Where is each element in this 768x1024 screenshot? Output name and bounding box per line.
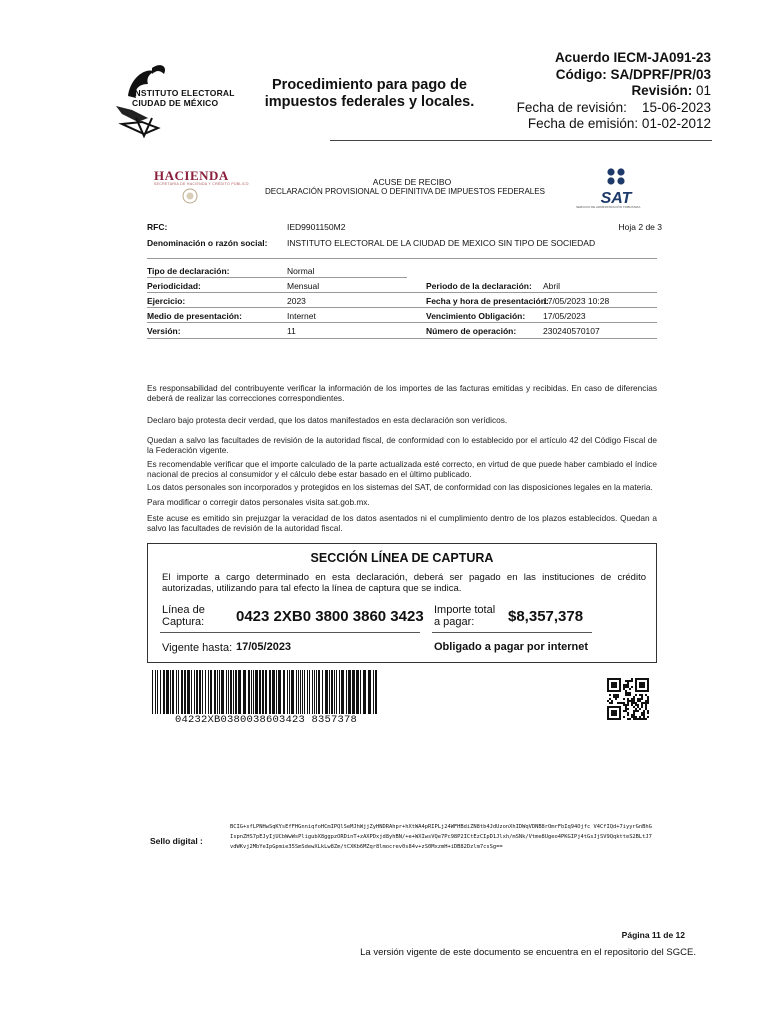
declaration-period-label: Periodo de la declaración: xyxy=(426,281,532,291)
capture-divider xyxy=(432,632,592,633)
payment-obligation: Obligado a pagar por internet xyxy=(434,641,589,653)
version-value: 11 xyxy=(287,326,296,336)
procedure-title: Procedimiento para pago de impuestos federales y locales. xyxy=(264,77,475,110)
submission-datetime-value: 17/05/2023 10:28 xyxy=(543,296,610,306)
periodicity-value: Mensual xyxy=(287,281,320,291)
agreement-number: Acuerdo IECM-JA091-23 xyxy=(554,50,711,65)
legal-paragraph: Declaro bajo protesta decir verdad, que los datos manifestados en esta declaración son verídicos. xyxy=(147,415,508,425)
legal-paragraph: Es responsabilidad del contribuyente verificar la información de los importes de las facturas emitidas y recibidas. En caso de diferencias deberá de realizar las correcciones correspondientes. xyxy=(147,383,657,403)
page-of: Hoja 2 de 3 xyxy=(618,222,662,232)
operation-number-label: Número de operación: xyxy=(426,326,517,336)
rfc-label: RFC: xyxy=(147,222,168,232)
name-label: Denominación o razón social: xyxy=(147,238,268,248)
footer-note: La versión vigente de este documento se encuentra en el repositorio del SGCE. xyxy=(360,947,696,958)
field-divider xyxy=(147,307,657,308)
field-divider xyxy=(147,292,657,293)
valid-until-value: 17/05/2023 xyxy=(236,641,292,653)
submission-medium-label: Medio de presentación: xyxy=(147,311,242,321)
periodicity-label: Periodicidad: xyxy=(147,281,201,291)
submission-datetime-label: Fecha y hora de presentación: xyxy=(426,296,549,306)
sat-wordmark: SAT xyxy=(600,190,632,207)
legal-paragraph: Es recomendable verificar que el importe calculado de la parte actualizada esté correcto, en virtud de que puede haber cambiado el índice nacional de precios al consumidor y el cálculo debe estar basado en el último publicado. xyxy=(147,459,657,479)
operation-number-value: 230240570107 xyxy=(543,326,600,336)
capture-instructions: El importe a cargo determinado en esta declaración, deberá ser pagado en las instituciones de crédito autorizadas, utilizando para tal efecto la línea de captura que se indica. xyxy=(162,572,646,594)
qr-code-icon xyxy=(607,678,649,720)
obligation-due-label: Vencimiento Obligación: xyxy=(426,311,526,321)
issue-date: Fecha de emisión: 01-02-2012 xyxy=(527,116,711,131)
valid-until-label: Vigente hasta: xyxy=(162,642,233,654)
hacienda-logo: HACIENDA xyxy=(154,168,229,183)
digital-seal-label: Sello digital : xyxy=(150,836,203,846)
digital-seal-value: BCIG+sfLPNHwSqKYsEfFHGnniqfoHCmIPQlSeMJhWjjZyHNDRAhpr+hXtWA4pRIPLj24WFHBdiZN8tb4JdUzonXhIDWqVDNB8rOmrFbIq94Ojfc V4CfIQd+7iyyrGnBhGIspnZHS7pEJyIjUCbWwWsPligubX8ggpzORDinT+zAXPDxjd8yhBN/+e+WXIwsVQe7Pc98P2ICtEzCIpD1Jlxh/mSNk/Vtme8Ugeo4PKGIPj4tGsJjSV9QqktteS2BLtJ7vdWKvj2MbYeIpGpmie35SmSdewXLkLw8Zm/tCXKb6MZqr8lmocrev0s84v+zS0MxzmH+iDB82Dzlm7csSg== xyxy=(230,824,652,850)
version-label: Versión: xyxy=(147,326,181,336)
field-divider xyxy=(147,277,407,278)
submission-medium-value: Internet xyxy=(287,311,316,321)
barcode-icon xyxy=(152,670,378,714)
legal-paragraph: Para modificar o corregir datos personales visita sat.gob.mx. xyxy=(147,497,370,507)
sat-subtitle: SERVICIO DE ADMINISTRACIÓN TRIBUTARIA xyxy=(576,205,641,209)
legal-paragraph: Los datos personales son incorporados y protegidos en los sistemas del SAT, de conformidad con las disposiciones legales en la materia. xyxy=(147,482,653,492)
barcode-text: 04232XB0380038603423 8357378 xyxy=(175,714,358,726)
capture-title: SECCIÓN LÍNEA DE CAPTURA xyxy=(310,551,494,565)
fiscal-year-value: 2023 xyxy=(287,296,306,306)
field-divider xyxy=(147,338,657,339)
capture-line-label: Línea de Captura: xyxy=(162,604,205,628)
total-amount-label: Importe total a pagar: xyxy=(434,604,496,628)
name-value: INSTITUTO ELECTORAL DE LA CIUDAD DE MEXICO SIN TIPO DE SOCIEDAD xyxy=(287,238,596,248)
form-divider xyxy=(147,258,657,259)
capture-section xyxy=(147,543,657,663)
org-name: INSTITUTO ELECTORAL CIUDAD DE MÉXICO xyxy=(132,88,235,108)
declaration-period-value: Abril xyxy=(543,281,561,291)
capture-line-value: 0423 2XB0 3800 3860 3423 xyxy=(236,608,424,625)
receipt-subtitle: DECLARACIÓN PROVISIONAL O DEFINITIVA DE IMPUESTOS FEDERALES xyxy=(265,187,545,196)
mexico-seal-icon xyxy=(182,188,198,204)
hacienda-subtitle: SECRETARÍA DE HACIENDA Y CRÉDITO PÚBLICO xyxy=(154,182,249,186)
document-code: Código: SA/DPRF/PR/03 xyxy=(555,66,711,82)
fiscal-year-label: Ejercicio: xyxy=(147,296,186,306)
legal-paragraph: Quedan a salvo las facultades de revisión de la autoridad fiscal, de conformidad con lo establecido por el artículo 42 del Código Fiscal de la Federación vigente. xyxy=(147,435,657,455)
sat-logo-icon xyxy=(586,166,646,208)
declaration-type-value: Normal xyxy=(287,266,315,276)
document-meta xyxy=(517,50,711,133)
capture-divider xyxy=(160,632,420,633)
field-divider xyxy=(147,322,657,323)
obligation-due-value: 17/05/2023 xyxy=(543,311,586,321)
revision-date: Fecha de revisión: 15-06-2023 xyxy=(516,99,711,115)
declaration-type-label: Tipo de declaración: xyxy=(147,266,230,276)
header-divider xyxy=(330,140,712,141)
revision: Revisión: 01 xyxy=(631,83,711,98)
total-amount-value: $8,357,378 xyxy=(508,608,584,625)
legal-paragraph: Este acuse es emitido sin prejuzgar la veracidad de los datos asentados ni el cumplimiento dentro de los plazos establecidos. Quedan a salvo las facultades de revisión de la autoridad fiscal. xyxy=(147,513,657,533)
rfc-value: IED9901150M2 xyxy=(287,222,346,232)
receipt-title: ACUSE DE RECIBO xyxy=(372,177,452,187)
page-number: Página 11 de 12 xyxy=(621,930,685,940)
